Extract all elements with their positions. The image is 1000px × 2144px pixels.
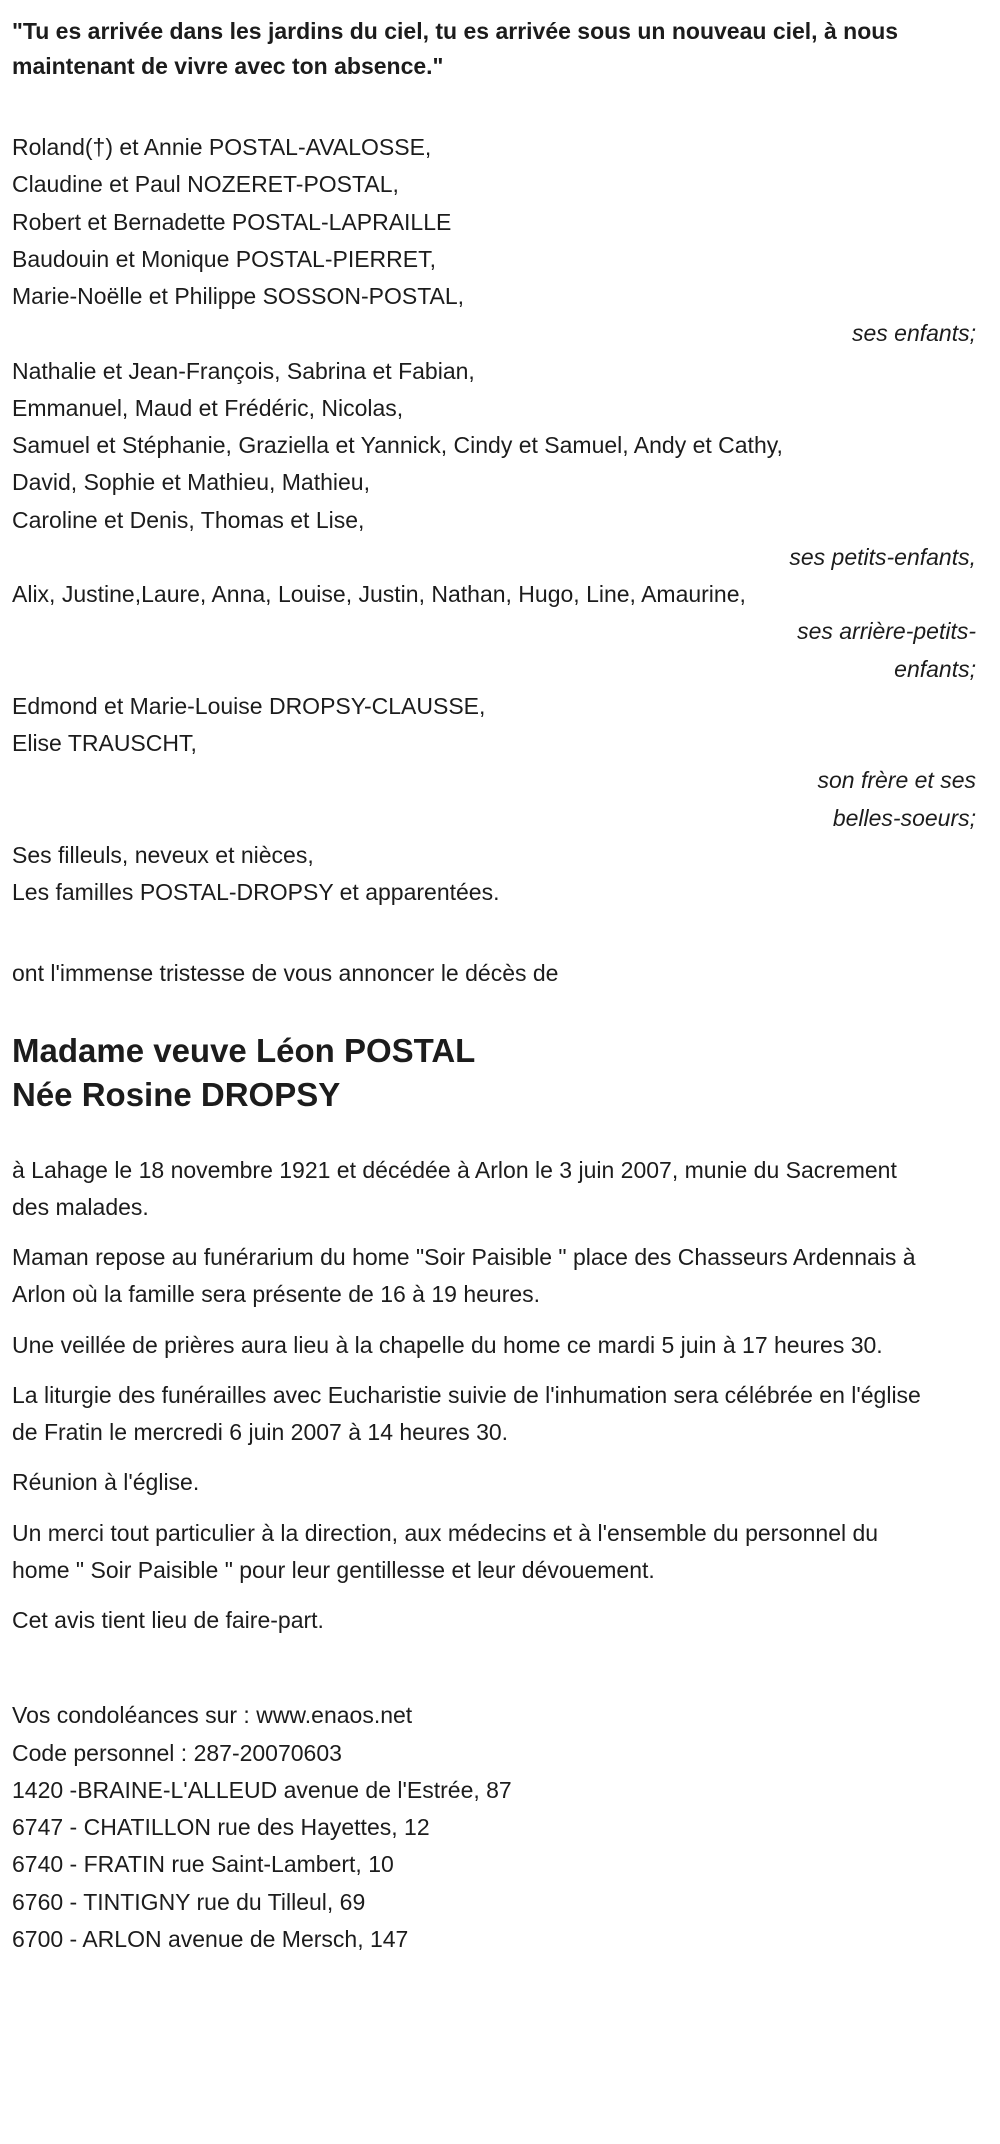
address-line: 6747 - CHATILLON rue des Hayettes, 12 — [12, 1814, 430, 1841]
obituary-paragraph: La liturgie des funérailles avec Eucharistie suivie de l'inhumation sera célébrée en l'église de Fratin le mercredi 6 juin 2007 à 14 heures 30. — [12, 1381, 921, 1446]
family-line: David, Sophie et Mathieu, Mathieu, — [12, 469, 370, 496]
relation-label-siblings: son frère et ses belles-soeurs; — [817, 767, 976, 831]
relation-label-grandchildren: ses petits-enfants, — [789, 543, 976, 570]
obituary-paragraph: Cet avis tient lieu de faire-part. — [12, 1607, 324, 1634]
family-section-children — [12, 129, 976, 353]
family-line: Caroline et Denis, Thomas et Lise, — [12, 506, 365, 533]
relation-label-great-grandchildren: ses arrière-petits-enfants; — [797, 618, 976, 682]
family-line: Nathalie et Jean-François, Sabrina et Fabian, — [12, 357, 475, 384]
family-section-siblings — [12, 688, 976, 837]
relation-label-children: ses enfants; — [851, 320, 976, 347]
deceased-birth-name: Née Rosine DROPSY — [12, 1076, 341, 1114]
family-line: Claudine et Paul NOZERET-POSTAL, — [12, 171, 399, 198]
family-line: Emmanuel, Maud et Frédéric, Nicolas, — [12, 394, 404, 421]
family-line: Roland(†) et Annie POSTAL-AVALOSSE, — [12, 134, 432, 160]
address-line: 6760 - TINTIGNY rue du Tilleul, 69 — [12, 1888, 366, 1915]
family-line: Robert et Bernadette POSTAL-LAPRAILLE — [12, 208, 452, 235]
family-line: Baudouin et Monique POSTAL-PIERRET, — [12, 245, 437, 272]
family-section-great-grandchildren — [12, 576, 976, 688]
obituary-paragraph: Réunion à l'église. — [12, 1469, 200, 1496]
family-section-others — [12, 837, 976, 912]
family-line: Samuel et Stéphanie, Graziella et Yannick, Cindy et Samuel, Andy et Cathy, — [12, 432, 783, 458]
family-line: Alix, Justine,Laure, Anna, Louise, Justin, Nathan, Hugo, Line, Amaurine, — [12, 581, 746, 607]
family-section-grandchildren — [12, 353, 976, 577]
condolences-line: Vos condoléances sur : www.enaos.net — [12, 1702, 413, 1729]
family-line: Ses filleuls, neveux et nièces, — [12, 841, 314, 868]
obituary-paragraph: Un merci tout particulier à la direction, aux médecins et à l'ensemble du personnel du home " Soir Paisible " pour leur gentillesse et leur dévouement. — [12, 1519, 879, 1583]
family-line: Marie-Noëlle et Philippe SOSSON-POSTAL, — [12, 283, 465, 309]
family-line: Les familles POSTAL-DROPSY et apparentées. — [12, 879, 500, 905]
obituary-paragraph: Une veillée de prières aura lieu à la chapelle du home ce mardi 5 juin à 17 heures 30. — [12, 1331, 883, 1358]
family-line: Elise TRAUSCHT, — [12, 730, 197, 756]
address-line: 6740 - FRATIN rue Saint-Lambert, 10 — [12, 1851, 394, 1878]
obituary-paragraph: Maman repose au funérarium du home "Soir Paisible " place des Chasseurs Ardennais à Arlon où la famille sera présente de 16 à 19 heures. — [12, 1244, 916, 1308]
opening-quote: "Tu es arrivée dans les jardins du ciel, tu es arrivée sous un nouveau ciel, à nous maintenant de vivre avec ton absence." — [12, 18, 899, 79]
deceased-name-block — [12, 1029, 976, 1118]
address-line: 1420 -BRAINE-L'ALLEUD avenue de l'Estrée, 87 — [12, 1776, 512, 1803]
obituary-body — [12, 1152, 937, 1640]
announcement-text: ont l'immense tristesse de vous annoncer le décès de — [12, 960, 559, 987]
deceased-title: Madame veuve Léon POSTAL — [12, 1031, 476, 1069]
address-line: 6700 - ARLON avenue de Mersch, 147 — [12, 1925, 409, 1952]
obituary-paragraph: à Lahage le 18 novembre 1921 et décédée à Arlon le 3 juin 2007, munie du Sacrement des malades. — [12, 1156, 897, 1220]
personal-code-line: Code personnel : 287-20070603 — [12, 1739, 342, 1766]
family-line: Edmond et Marie-Louise DROPSY-CLAUSSE, — [12, 692, 486, 719]
footer-block — [12, 1697, 976, 1958]
